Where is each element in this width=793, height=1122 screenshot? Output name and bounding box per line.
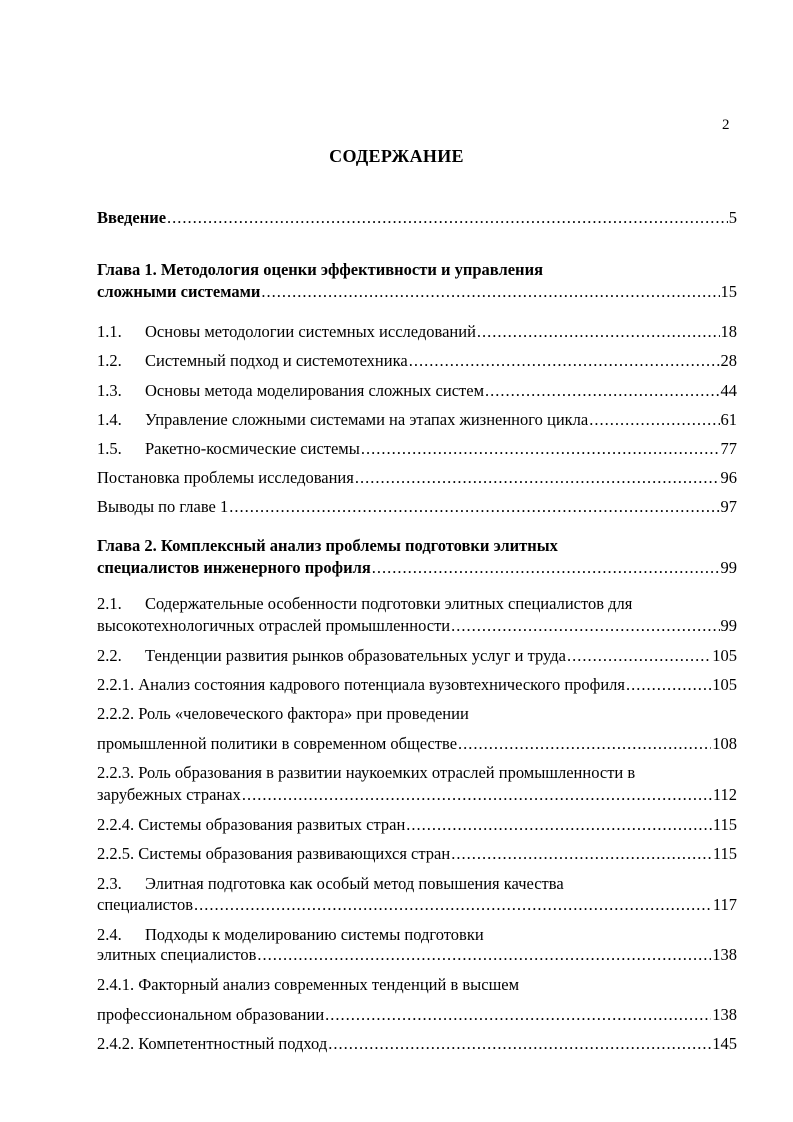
toc-entry-page: 96 bbox=[720, 468, 737, 487]
toc-entry-title: специалистов bbox=[97, 895, 194, 914]
toc-entry-title: высокотехнологичных отраслей промышленности bbox=[97, 616, 451, 635]
toc-entry-page: 138 bbox=[712, 945, 737, 964]
toc-entry-number: 1.2. bbox=[97, 351, 122, 370]
toc-entry-page: 44 bbox=[720, 381, 737, 400]
toc-entry-2-4-1-line1: 2.4.1. Факторный анализ современных тенденций в высшем bbox=[97, 975, 520, 994]
leader-dots bbox=[355, 467, 720, 489]
toc-entry-number: 2.3. bbox=[97, 874, 122, 893]
page-number: 2 bbox=[722, 117, 730, 133]
toc-entry-1-2 bbox=[97, 350, 737, 372]
toc-entry-2-2-5 bbox=[97, 843, 737, 865]
toc-entry-conclusions-1 bbox=[97, 496, 737, 518]
toc-entry-title: 2.2.5. Системы образования развивающихся стран bbox=[97, 844, 451, 863]
toc-entry-2-4-1 bbox=[97, 1004, 737, 1026]
toc-entry-title: специалистов инженерного профиля bbox=[97, 558, 371, 577]
toc-entry-2-3 bbox=[97, 894, 737, 916]
leader-dots bbox=[194, 894, 712, 916]
toc-entry-page: 115 bbox=[712, 844, 737, 863]
toc-entry-title: Системный подход и системотехника bbox=[145, 351, 408, 370]
toc-entry-title: промышленной политики в современном обществе bbox=[97, 734, 458, 753]
toc-entry-title: профессиональном образовании bbox=[97, 1005, 325, 1024]
toc-entry-2-2-3-line1: 2.2.3. Роль образования в развитии наукоемких отраслей промышленности в bbox=[97, 763, 636, 782]
toc-entry-number: 2.2. bbox=[97, 646, 122, 665]
toc-entry-page: 18 bbox=[720, 322, 737, 341]
toc-chapter-1-title: Глава 1. Методология оценки эффективности и управления bbox=[97, 260, 543, 279]
toc-entry-1-3 bbox=[97, 380, 737, 402]
toc-entry-title: Элитная подготовка как особый метод повышения качества bbox=[145, 874, 564, 893]
toc-entry-title: Введение bbox=[97, 208, 167, 227]
toc-entry-title: 2.2.4. Системы образования развитых стран bbox=[97, 815, 406, 834]
toc-entry-2-2-1 bbox=[97, 674, 737, 696]
toc-entry-page: 5 bbox=[728, 208, 737, 227]
toc-entry-title: Постановка проблемы исследования bbox=[97, 468, 354, 487]
toc-entry-number: 2.4. bbox=[97, 925, 122, 944]
toc-entry-2-2-3 bbox=[97, 784, 737, 806]
leader-dots bbox=[451, 843, 712, 865]
toc-entry-page: 77 bbox=[720, 439, 737, 458]
toc-entry-title: сложными системами bbox=[97, 282, 261, 301]
toc-entry-page: 105 bbox=[712, 646, 737, 665]
toc-entry-page: 108 bbox=[712, 734, 737, 753]
toc-entry-page: 117 bbox=[712, 895, 737, 914]
toc-entry-intro bbox=[97, 207, 737, 229]
leader-dots bbox=[167, 207, 728, 229]
leader-dots bbox=[409, 350, 720, 372]
toc-entry-2-2-2-line1: 2.2.2. Роль «человеческого фактора» при проведении bbox=[97, 704, 469, 723]
toc-entry-page: 145 bbox=[712, 1034, 737, 1053]
toc-entry-chapter-2 bbox=[97, 557, 737, 579]
toc-entry-page: 61 bbox=[720, 410, 737, 429]
toc-entry-1-4 bbox=[97, 409, 737, 431]
leader-dots bbox=[242, 784, 712, 806]
toc-entry-1-1 bbox=[97, 321, 737, 343]
leader-dots bbox=[589, 409, 719, 431]
toc-entry-page: 15 bbox=[720, 282, 737, 301]
toc-entry-title: Выводы по главе 1 bbox=[97, 497, 229, 516]
toc-entry-page: 97 bbox=[720, 497, 737, 516]
toc-entry-title: элитных специалистов bbox=[97, 945, 257, 964]
toc-entry-number: 1.4. bbox=[97, 410, 122, 429]
leader-dots bbox=[372, 557, 720, 579]
toc-entry-page: 105 bbox=[712, 675, 737, 694]
toc-heading: СОДЕРЖАНИЕ bbox=[329, 146, 464, 166]
toc-entry-page: 112 bbox=[712, 785, 737, 804]
toc-entry-2-4 bbox=[97, 944, 737, 966]
toc-entry-number: 1.1. bbox=[97, 322, 122, 341]
toc-entry-1-5 bbox=[97, 438, 737, 460]
toc-entry-title: Содержательные особенности подготовки элитных специалистов для bbox=[145, 594, 633, 613]
toc-entry-2-1 bbox=[97, 615, 737, 637]
toc-entry-2-4-line1 bbox=[97, 924, 737, 946]
leader-dots bbox=[325, 1004, 711, 1026]
toc-entry-2-3-line1 bbox=[97, 873, 737, 895]
toc-entry-title: Тенденции развития рынков образовательных услуг и труда bbox=[145, 646, 566, 665]
toc-entry-problem bbox=[97, 467, 737, 489]
leader-dots bbox=[626, 674, 711, 696]
toc-entry-title: Основы метода моделирования сложных систем bbox=[145, 381, 485, 400]
toc-entry-number: 2.1. bbox=[97, 594, 122, 613]
toc-entry-page: 115 bbox=[712, 815, 737, 834]
toc-entry-number: 1.3. bbox=[97, 381, 122, 400]
leader-dots bbox=[406, 814, 712, 836]
toc-entry-2-2 bbox=[97, 645, 737, 667]
toc-entry-title: Управление сложными системами на этапах жизненного цикла bbox=[145, 410, 589, 429]
leader-dots bbox=[257, 944, 711, 966]
toc-chapter-2-title: Глава 2. Комплексный анализ проблемы подготовки элитных bbox=[97, 536, 558, 555]
leader-dots bbox=[261, 281, 719, 303]
toc-entry-2-1-line1 bbox=[97, 593, 737, 615]
toc-entry-page: 138 bbox=[712, 1005, 737, 1024]
toc-entry-2-2-2 bbox=[97, 733, 737, 755]
leader-dots bbox=[361, 438, 720, 460]
toc-entry-chapter-1 bbox=[97, 281, 737, 303]
toc-entry-title: Подходы к моделированию системы подготовки bbox=[145, 925, 484, 944]
leader-dots bbox=[458, 733, 711, 755]
toc-entry-title: 2.4.2. Компетентностный подход bbox=[97, 1034, 328, 1053]
toc-entry-title: зарубежных странах bbox=[97, 785, 241, 804]
toc-entry-title: Ракетно-космические системы bbox=[145, 439, 360, 458]
toc-entry-title: Основы методологии системных исследований bbox=[145, 322, 476, 341]
toc-entry-page: 99 bbox=[720, 616, 737, 635]
toc-entry-number: 1.5. bbox=[97, 439, 122, 458]
leader-dots bbox=[328, 1033, 711, 1055]
toc-entry-2-4-2 bbox=[97, 1033, 737, 1055]
leader-dots bbox=[567, 645, 711, 667]
toc-entry-page: 99 bbox=[720, 558, 737, 577]
toc-entry-page: 28 bbox=[720, 351, 737, 370]
toc-entry-title: 2.2.1. Анализ состояния кадрового потенциала вузовтехнического профиля bbox=[97, 675, 625, 694]
leader-dots bbox=[451, 615, 719, 637]
leader-dots bbox=[477, 321, 720, 343]
leader-dots bbox=[485, 380, 719, 402]
toc-entry-2-2-4 bbox=[97, 814, 737, 836]
leader-dots bbox=[229, 496, 719, 518]
